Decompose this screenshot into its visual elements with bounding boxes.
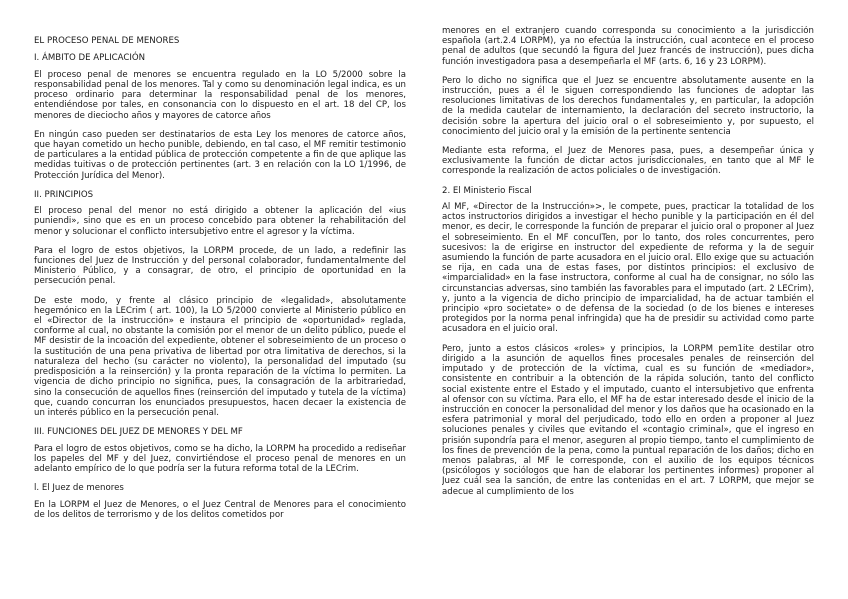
body-paragraph: En la LORPM el Juez de Menores, o el Juez Central de Menores para el conocimiento de los delitos de terrorismo y de los delitos cometidos por (34, 499, 406, 520)
body-paragraph: menores en el extranjero cuando corresponda su conocimiento a la jurisdicción española (art.2.4 LORPM), ya no efectúa la instrucción, cual acontece en el proceso penal de adultos (que secundó la figura del Juez francés de instrucción), pues dicha función investigadora pasa a desempeñarla el MF (arts. 6, 16 y 23 LORPM). (442, 26, 814, 67)
section-heading: I. ÁMBITO DE APLICACIÓN (34, 53, 146, 64)
section-heading: II. PRINCIPIOS (34, 189, 94, 200)
body-paragraph: Para el logro de estos objetivos, la LORPM procede, de un lado, a redefinir las funciones del Juez de Instrucción y del personal colaborador, fundamentalmente del Ministerio Público, y a consagrar, de otro, el principio de oportunidad en la persecución penal. (34, 245, 406, 287)
body-paragraph: Mediante esta reforma, el Juez de Menores pasa, pues, a desempeñar única y exclusivamente la función de dictar actos jurisdiccionales, en tanto que al MF le corresponde la realización de actos policiales o de investigación. (442, 146, 814, 177)
body-paragraph: Pero lo dicho no significa que el Juez se encuentre absolutamente ausente en la instrucción, pues a él le siguen correspondiendo las funciones de adoptar las resoluciones limitativas de los derechos fundamentales y, en particular, la adopción de la medida cautelar de internamiento, la declaración del secreto instructorio, la decisión sobre la apertura del juicio oral o el sobreseimiento y, por supuesto, el conocimiento del juicio oral y la emisión de la pertinente sentencia (442, 75, 814, 137)
body-paragraph: De este modo, y frente al clásico principio de «legalidad», absolutamente hegemónico en la LECrim ( art. 100), la LO 5/2000 convierte al Ministerio público en el «Director de la instrucción» e instaura el principio de «oportunidad» reglada, conforme al cual, no obstante la comisión por el menor de un delito público, puede el MF desistir de la incoación del expediente, obtener el sobreseimiento de un proceso o la sustitución de una pena privativa de libertad por otra limitativa de derechos, si la naturaleza del hecho (su carácter no violento), la personalidad del imputado (su predisposición a la reinserción) y la pronta reparación de la víctima lo permiten. La vigencia de dicho principio no significa, pues, la consagración de la arbitrariedad, sino la consecución de aquellos fines (reinserción del imputado y tutela de la víctima) que, cuando concurran los enunciados presupuestos, hacen decaer la existencia de un interés público en la persecución penal. (34, 295, 406, 418)
right-column (442, 26, 814, 599)
body-paragraph: Pero, junto a estos clásicos «roles» y principios, la LORPM pem1ite destilar otro dirigido a la asunción de aquellos fines procesales penales de reinserción del imputado y de protección de la víctima, cual es su función de «mediador», consistente en contribuir a la obtención de la rápida solución, tanto del conflicto social existente entre el Estado y el imputado, cuanto el intersubjetivo que enfrenta al ofensor con su víctima. Para ello, el MF ha de estar interesado desde el inicio de la instrucción en conocer la personalidad del menor y los daños que ha ocasionado en la esfera patrimonial y moral del perjudicado, todo ello en orden a proponer al Juez soluciones penales y civiles que evitando el «contagio criminal», que el ingreso en prisión supondría para el menor, aseguren al propio tiempo, tanto el cumplimiento de los fines de prevención de la pena, como la puntual reparación de los daños; dicho en menos palabras, al MF le corresponde, con el auxilio de los equipos técnicos (psicólogos y sociólogos que han de elaborar los pertinentes informes) proponer al Juez cuál sea la sanción, de entre las contenidas en el art. 7 LORPM, que mejor se adecue al cumplimiento de los (442, 343, 814, 497)
body-paragraph: Al MF, «Director de la Instrucción»>, le compete, pues, practicar la totalidad de los actos instructorios dirigidos a investigar el hecho punible y la participación en él del menor, es decir, le corresponde la función de preparar el juicio oral o proponer al Juez el sobreseimiento. En el MF concuITen, por lo tanto, dos roles concurrentes, pero sucesivos: la de erigirse en instructor del expediente de reforma y la de seguir asumiendo la función de parte acusadora en el juicio oral. Ello exige que su actuación se rija, en cada una de estas fases, por distintos principios: el exclusivo de «imparcialidad» en la fase instructora, conforme al cual ha de consignar, no sólo las circunstancias adversas, sino también las favorables para el imputado (art. 2 LECrim), y, junto a la vigencia de dicho principio de imparcialidad, ha de actuar también el principio «pro societate» o de defensa de la sociedad (o de los bienes e intereses protegidos por la norma penal infringida) que ha de presidir su actividad como parte acusadora en el juicio oral. (442, 202, 814, 335)
right-column-body (442, 26, 814, 497)
body-paragraph: Para el logro de estos objetivos, como se ha dicho, la LORPM ha procedido a rediseñar los papeles del MF y del Juez, convirtiéndose el proceso penal de menores en un adelanto empírico de lo que podría ser la futura reforma total de la LECrim. (34, 443, 406, 474)
section-heading: l. El Juez de menores (34, 483, 124, 494)
body-paragraph: El proceso penal de menores se encuentra regulado en la LO 5/2000 sobre la responsabilidad penal de los menores. Tal y como su denominación legal indica, es un proceso ordinario para determinar la responsabilidad penal de los menores, entendiéndose por tales, en consonancia con lo dispuesto en el art. 18 del CP, los menores de dieciocho años y mayores de catorce años (34, 69, 406, 121)
body-paragraph: El proceso penal del menor no está dirigido a obtener la aplicación del «ius puniendi», sino que es en un proceso concebido para obtener la rehabilitación del menor y solucionar el conflicto intersubjetivo entre el agresor y la víctima. (34, 206, 406, 237)
left-column-body (34, 53, 406, 520)
left-column (34, 30, 406, 599)
body-paragraph: En ningún caso pueden ser destinatarios de esta Ley los menores de catorce años, que hayan cometido un hecho punible, debiendo, en tal caso, el MF remitir testimonio de particulares a la entidad pública de protección competente a fin de que aplique las medidas tuitivas o de protección pertinentes (art. 3 en relación con la LO 1/1996, de Protección Jurídica del Menor). (34, 129, 406, 181)
section-heading: 2. El Ministerio Fiscal (442, 185, 532, 196)
document-title: EL PROCESO PENAL DE MENORES (34, 36, 180, 46)
section-heading: III. FUNCIONES DEL JUEZ DE MENORES Y DEL MF (34, 427, 243, 438)
